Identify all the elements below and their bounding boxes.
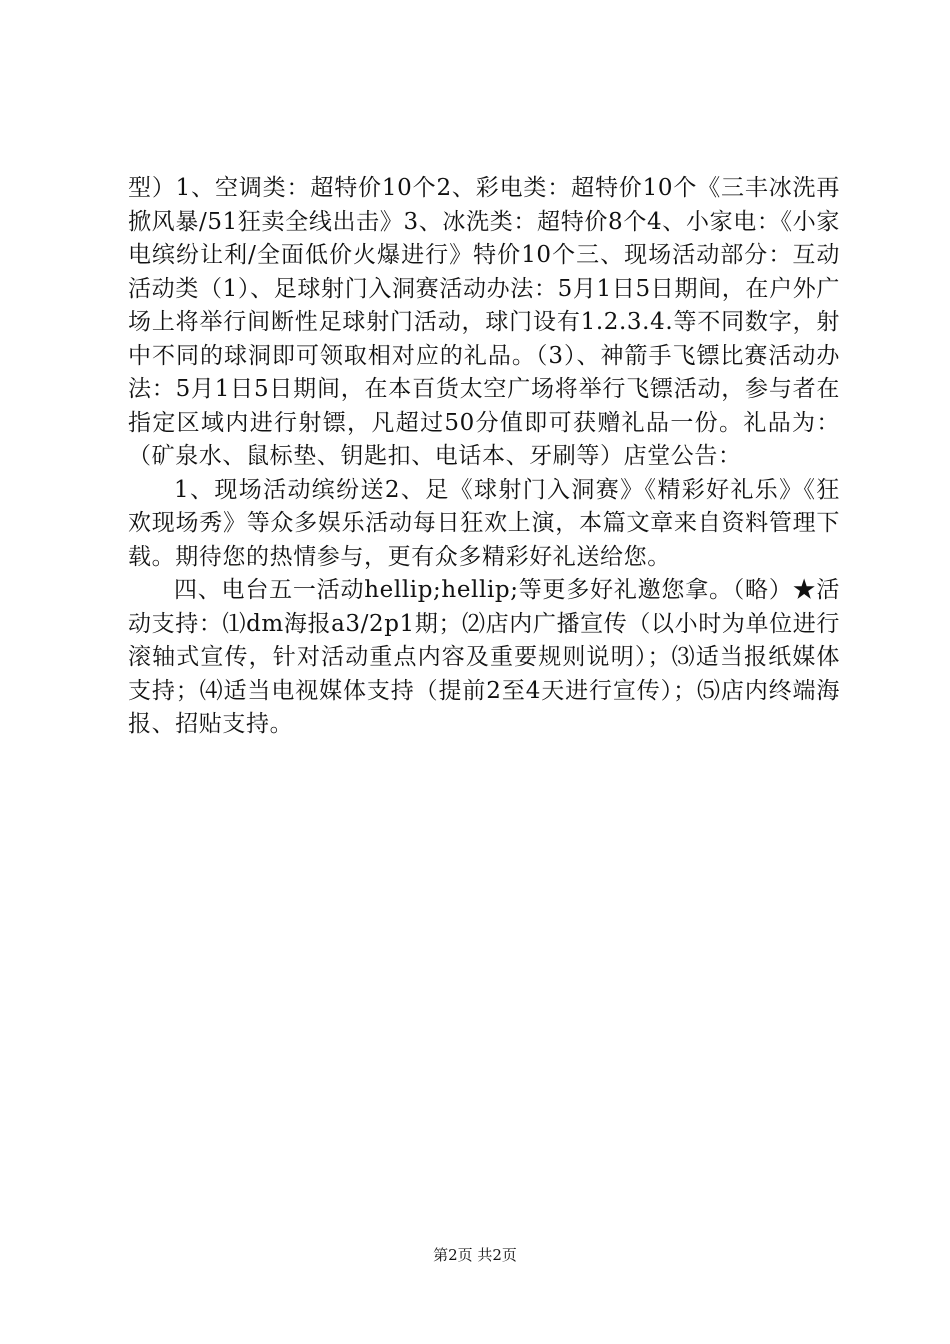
paragraph-2: 1、现场活动缤纷送2、足《球射门入洞赛》《精彩好礼乐》《狂欢现场秀》等众多娱乐活动每日狂欢上演，本篇文章来自资料管理下载。期待您的热情参与，更有众多精彩好礼送给您。 bbox=[128, 476, 840, 570]
paragraph-3: 四、电台五一活动hellip;hellip;等更多好礼邀您拿。（略）★活动支持：⑴dm海报a3/2p1期；⑵店内广播宣传（以小时为单位进行滚轴式宣传，针对活动重点内容及重要规则说明）；⑶适当报纸媒体支持；⑷适当电视媒体支持（提前2至4天进行宣传）；⑸店内终端海报、招贴支持。 bbox=[128, 577, 840, 737]
paragraph-1: 型）1、空调类：超特价10个2、彩电类：超特价10个《三丰冰洗再掀风暴/51狂卖全线出击》3、冰洗类：超特价8个4、小家电：《小家电缤纷让利/全面低价火爆进行》特价10个三、现场活动部分：互动活动类（1）、足球射门入洞赛活动办法：5月1日5日期间，在户外广场上将举行间断性足球射门活动，球门设有1.2.3.4.等不同数字，射中不同的球洞即可领取相对应的礼品。（3）、神箭手飞镖比赛活动办法：5月1日5日期间，在本百货太空广场将举行飞镖活动，参与者在指定区域内进行射镖，凡超过50分值即可获赠礼品一份。礼品为：（矿泉水、鼠标垫、钥匙扣、电话本、牙刷等）店堂公告： bbox=[128, 175, 840, 469]
document-body bbox=[128, 172, 840, 742]
page-number-footer: 第2页 共2页 bbox=[433, 1246, 517, 1264]
